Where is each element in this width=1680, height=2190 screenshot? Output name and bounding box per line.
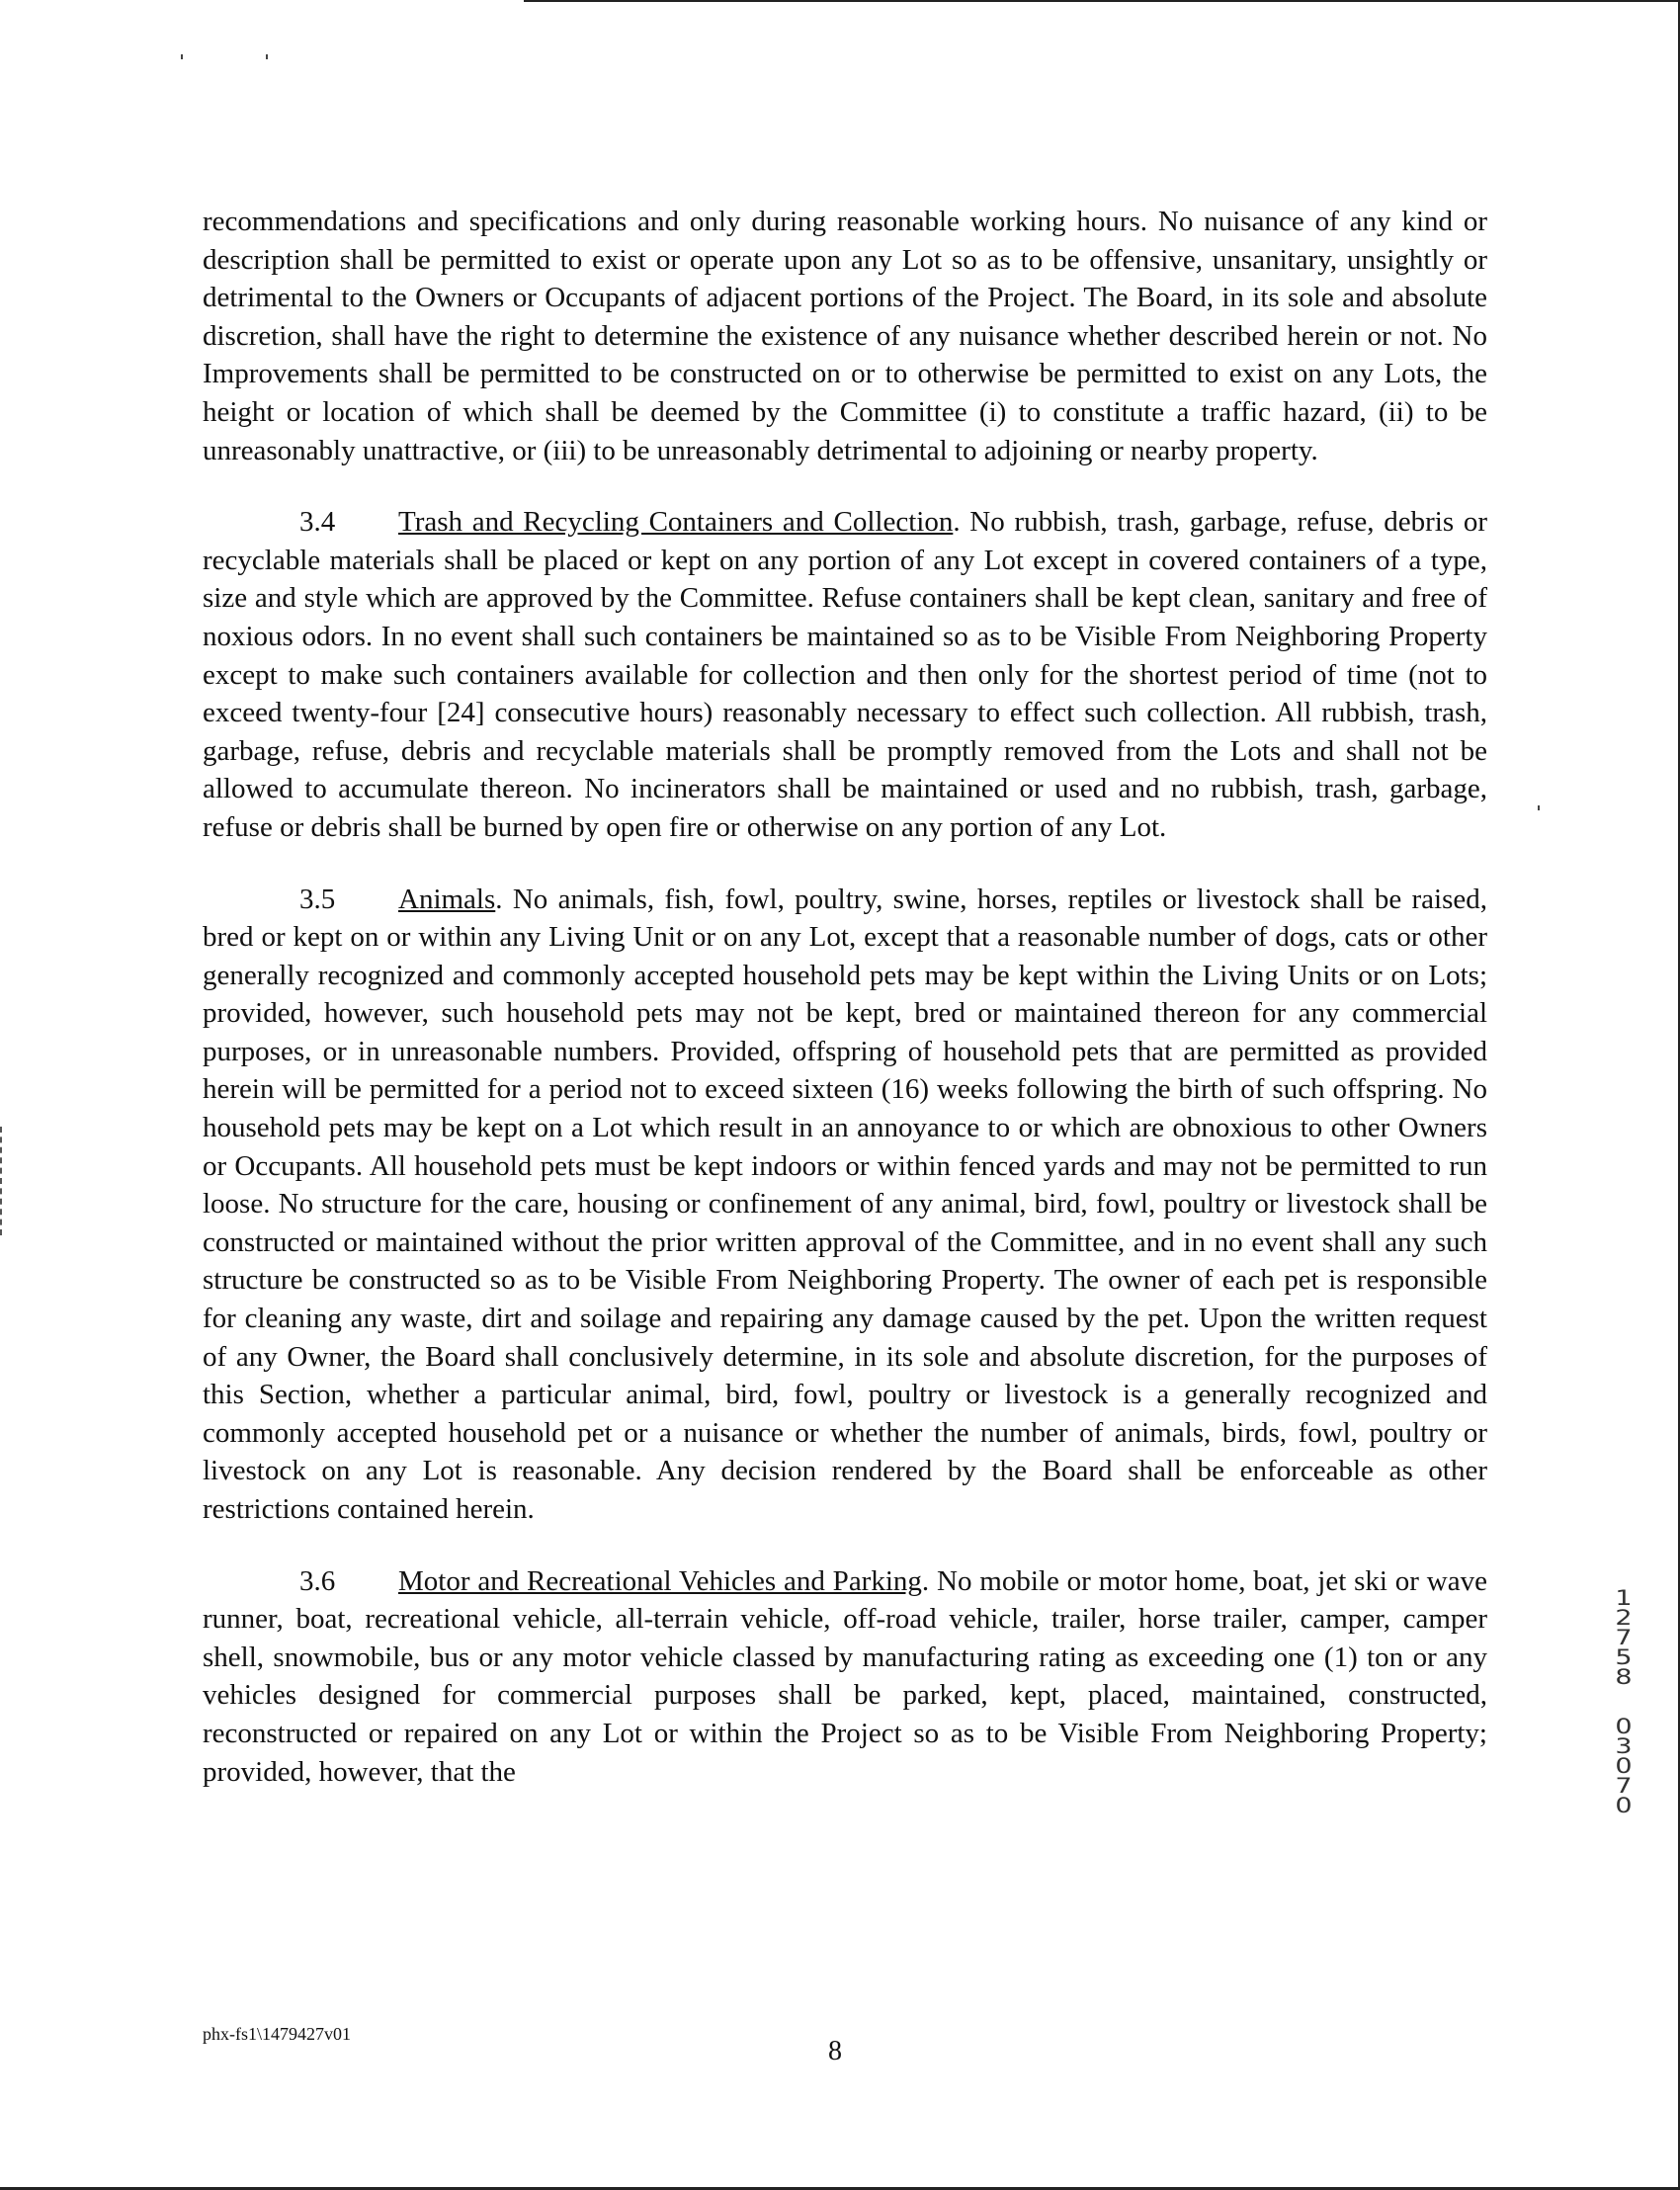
page-number: 8 [828, 2036, 842, 2066]
stamp-digit: 0 [1615, 1754, 1633, 1779]
section-text: . No animals, fish, fowl, poultry, swine, horses, reptiles or livestock shall be raised, bred or kept on or within any Living Unit or on any Lot, except that a reasonable number of dogs, cats or other generally recognized and commonly accepted household pets may be kept within the Living Units or on Lots; provided, however, such household pets may not be kept, bred or maintained thereon for any commercial purposes, or in unreasonable numbers. Provided, offspring of household pets that are permitted as provided herein will be permitted for a period not to exceed sixteen (16) weeks following the birth of such offspring. No household pets may be kept on a Lot which result in an annoyance to or which are obnoxious to other Owners or Occupants. All household pets must be kept indoors or within fenced yards and may not be permitted to run loose. No structure for the care, housing or confinement of any animal, bird, fowl, poultry or livestock shall be constructed or maintained without the prior written approval of the Committee, and in no event shall any such structure be constructed so as to be Visible From Neighboring Property. The owner of each pet is responsible for cleaning any waste, dirt and soilage and repairing any damage caused by the pet. Upon the written request of any Owner, the Board shall conclusively determine, in its sole and absolute discretion, for the purposes of this Section, whether a particular animal, bird, fowl, poultry or livestock is a generally recognized and commonly accepted household pet or a nuisance or whether the number of animals, birds, fowl, poultry or livestock on any Lot is reasonable. Any decision rendered by the Board shall be enforceable as other restrictions contained herein. [203, 883, 1487, 1525]
stamp-digit: 7 [1615, 1774, 1633, 1799]
section-text: . No rubbish, trash, garbage, refuse, debris or recyclable materials shall be placed or kept on any portion of any Lot except in covered containers of a type, size and style which are approved by the Committee. Refuse containers shall be kept clean, sanitary and free of noxious odors. In no event shall such containers be maintained so as to be Visible From Neighboring Property except to make such containers available for collection and then only for the shortest period of time (not to exceed twenty-four [24] consecutive hours) reasonably necessary to effect such collection. All rubbish, trash, garbage, refuse, debris and recyclable materials shall be promptly removed from the Lots and shall not be allowed to accumulate thereon. No incinerators shall be maintained or used and no rubbish, trash, garbage, refuse or debris shall be burned by open fire or otherwise on any portion of any Lot. [203, 506, 1487, 843]
document-id-footer: phx-fs1\1479427v01 [203, 2024, 351, 2044]
scan-edge-left-marks [0, 1127, 5, 1235]
stamp-digit: 3 [1615, 1734, 1633, 1759]
section-heading: Trash and Recycling Containers and Collection [398, 506, 954, 539]
section-text: . No mobile or motor home, boat, jet ski or wave runner, boat, recreational vehicle, all-terrain vehicle, off-road vehicle, trailer, horse trailer, camper, camper shell, snowmobile, bus or any motor vehicle classed by manufacturing rating as exceeding one (1) ton or any vehicles designed for commercial purposes shall be parked, kept, placed, maintained, constructed, reconstructed or repaired on any Lot or within the Project so as to be Visible From Neighboring Property; provided, however, that the [203, 1564, 1487, 1788]
section-number: 3.5 [299, 883, 336, 915]
section-3-5 [203, 881, 1487, 1529]
stamp-digit: 5 [1615, 1645, 1633, 1670]
section-3-6 [203, 1562, 1487, 1792]
intro-paragraph: recommendations and specifications and only during reasonable working hours. No nuisance of any kind or description shall be permitted to exist or operate upon any Lot so as to be offensive, unsanitary, unsightly or detrimental to the Owners or Occupants of adjacent portions of the Project. The Board, in its sole and absolute discretion, shall have the right to determine the existence of any nuisance whether described herein or not. No Improvements shall be permitted to be constructed on or to otherwise be permitted to exist on any Lots, the height or location of which shall be deemed by the Committee (i) to constitute a traffic hazard, (ii) to be unreasonably unattractive, or (iii) to be unreasonably detrimental to adjoining or nearby property. [203, 206, 1487, 466]
stamp-digit: 1 [1615, 1586, 1633, 1611]
stamp-digit: 0 [1615, 1794, 1633, 1818]
scan-speck [266, 54, 268, 59]
scan-speck [1538, 805, 1540, 810]
stamp-digit: 0 [1615, 1715, 1633, 1739]
document-body [203, 203, 1487, 1824]
scan-edge-top [524, 0, 1680, 2]
section-3-4 [203, 503, 1487, 846]
scan-speck [181, 54, 183, 59]
stamp-digit: 8 [1615, 1665, 1633, 1690]
stamp-digit: 7 [1615, 1626, 1633, 1650]
stamp-digit: 2 [1615, 1606, 1633, 1631]
section-number: 3.6 [299, 1564, 336, 1597]
section-heading: Motor and Recreational Vehicles and Parking [398, 1564, 922, 1597]
section-number: 3.4 [299, 506, 336, 539]
recording-number-stamp [1607, 1586, 1640, 1818]
section-heading: Animals [398, 883, 496, 915]
